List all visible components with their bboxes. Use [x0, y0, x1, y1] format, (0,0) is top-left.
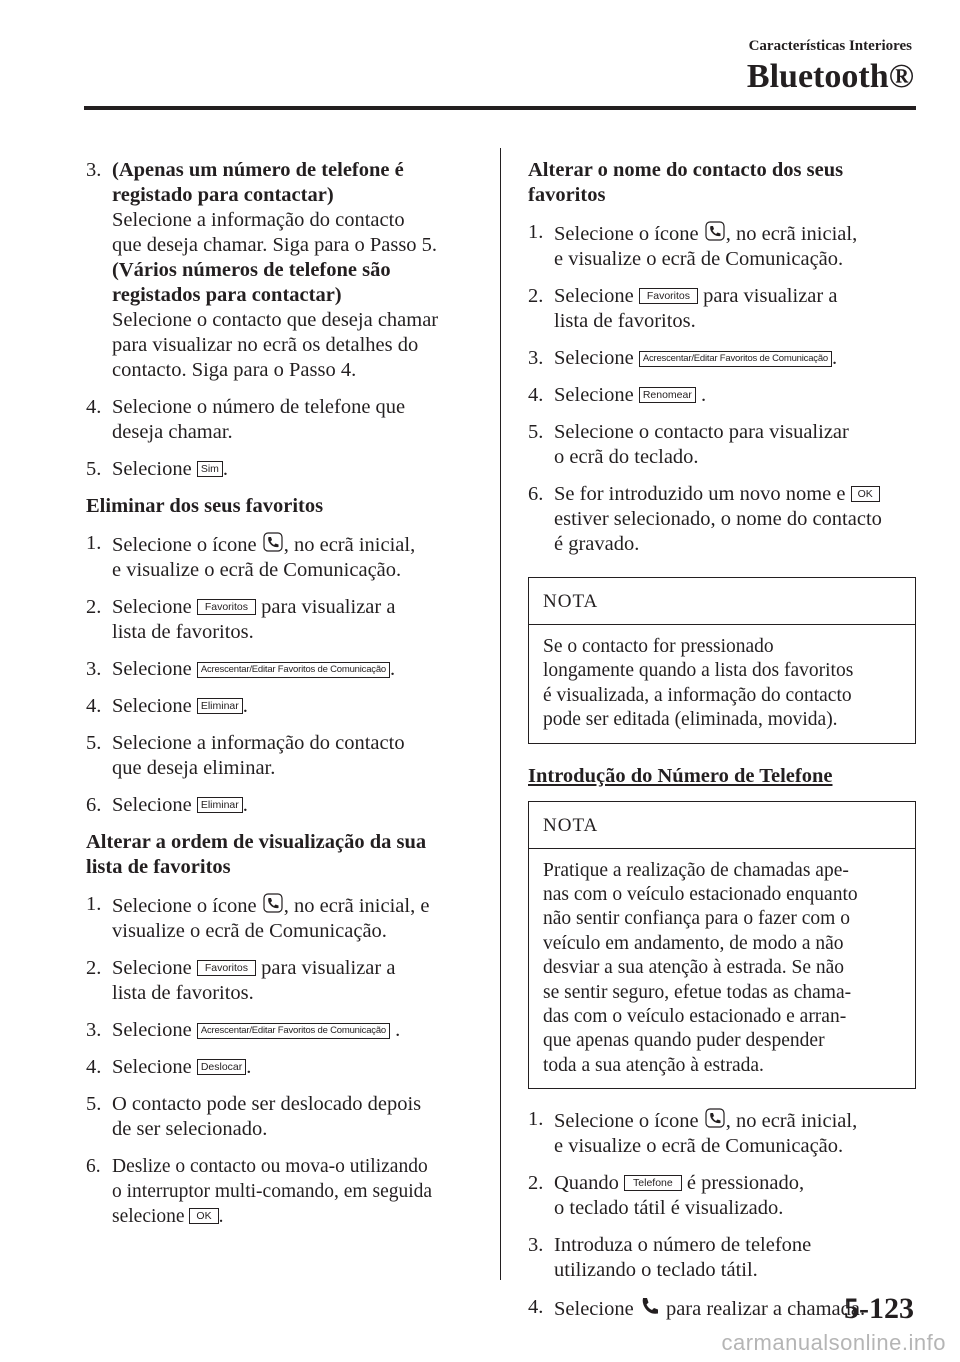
rename-step-3	[528, 346, 916, 371]
step-number: 5.	[86, 732, 102, 754]
step-number: 5.	[528, 421, 544, 443]
note-box-edit	[528, 577, 916, 744]
note-line: Se o contacto for pressionado	[543, 636, 774, 657]
step-text: , no ecrã inicial,	[725, 1110, 858, 1133]
ok-button[interactable]: OK	[189, 1208, 218, 1224]
step-text: visualize o ecrã de Comunicação.	[112, 920, 387, 942]
step-number: 6.	[86, 794, 102, 816]
order-step-4	[86, 1055, 472, 1080]
step-text: registado para contactar)	[112, 184, 334, 206]
step-number: 3.	[528, 347, 544, 369]
step-text: (Vários números de telefone são	[112, 259, 391, 281]
step-4	[86, 395, 472, 445]
watermark: carmanualsonline.info	[721, 1330, 946, 1355]
step-text: lista de favoritos.	[112, 982, 254, 1004]
step-text: para realizar a chamada.	[665, 1298, 866, 1321]
step-number: 5.	[86, 1093, 102, 1115]
step-text: de ser selecionado.	[112, 1118, 268, 1140]
delete-step-3	[86, 657, 472, 682]
order-step-6	[86, 1154, 472, 1229]
note-line: Pratique a realização de chamadas ape-	[543, 859, 849, 881]
step-text: Selecione o contacto que deseja chamar	[112, 309, 439, 331]
heading-line: Alterar a ordem de visualização da sua	[86, 831, 427, 853]
step-text: Selecione a informação do contacto	[112, 209, 405, 231]
step-text: o interruptor multi-comando, em seguida	[112, 1181, 433, 1202]
step-number: 6.	[86, 1156, 101, 1177]
delete-step-4	[86, 694, 472, 719]
dial-step-3	[528, 1233, 916, 1283]
heading-line: favoritos	[528, 184, 606, 206]
rename-step-1	[528, 220, 916, 272]
step-text: estiver selecionado, o nome do contacto	[554, 508, 882, 530]
step-text: Selecione o número de telefone que	[112, 396, 406, 418]
delete-step-6	[86, 793, 472, 818]
note-line: se sentir seguro, efetue todas as chama-	[543, 981, 852, 1003]
rename-step-5	[528, 420, 916, 470]
heading-delete-favorites: Eliminar dos seus favoritos	[86, 495, 324, 517]
step-text: utilizando o teclado tátil.	[554, 1259, 758, 1282]
ok-button[interactable]: OK	[851, 486, 880, 502]
step-number: 3.	[528, 1234, 544, 1257]
favoritos-button[interactable]: Favoritos	[197, 599, 256, 615]
left-column	[86, 158, 472, 1241]
step-text: Selecione	[554, 384, 634, 406]
step-text: Selecione	[112, 957, 192, 979]
step-text: Selecione	[554, 1298, 634, 1321]
delete-step-5	[86, 731, 472, 781]
order-step-5	[86, 1092, 472, 1142]
step-text: o teclado tátil é visualizado.	[554, 1197, 784, 1220]
step-number: 5.	[86, 458, 102, 480]
step-text: .	[832, 347, 838, 369]
step-3	[86, 158, 472, 383]
note-body	[529, 849, 915, 1089]
step-text: Selecione	[554, 347, 634, 369]
favoritos-button[interactable]: Favoritos	[639, 288, 698, 304]
phone-handset-icon[interactable]	[639, 1295, 661, 1317]
section-heading-phone-number: Introdução do Número de Telefone	[528, 764, 833, 787]
step-number: 3.	[86, 658, 102, 680]
step-number: 2.	[528, 285, 544, 307]
step-text: é gravado.	[554, 533, 640, 555]
step-text: e visualize o ecrã de Comunicação.	[554, 1135, 844, 1158]
step-text: Selecione	[112, 596, 192, 618]
step-text: .	[246, 1056, 252, 1078]
step-number: 1.	[86, 893, 102, 915]
header-rule	[84, 106, 916, 110]
step-text: .	[700, 384, 707, 406]
step-text: lista de favoritos.	[554, 310, 696, 332]
step-text: Selecione o contacto para visualizar	[554, 421, 849, 443]
note-line: das com o veículo estacionado e arran-	[543, 1006, 847, 1028]
step-number: 1.	[86, 532, 102, 554]
rename-step-6	[528, 482, 916, 557]
running-header-title: Bluetooth®	[746, 58, 914, 95]
heading-line: lista de favoritos	[86, 856, 231, 878]
step-number: 4.	[86, 396, 102, 418]
step-number: 1.	[528, 1108, 544, 1131]
step-text: Selecione	[112, 695, 192, 717]
heading-change-order	[86, 830, 472, 880]
step-text: Selecione	[112, 794, 192, 816]
step-number: 4.	[86, 1056, 102, 1078]
step-text: Selecione	[112, 1056, 192, 1078]
step-text: é pressionado,	[686, 1172, 805, 1195]
eliminar-button[interactable]: Eliminar	[197, 797, 243, 813]
note-title: NOTA	[529, 802, 915, 849]
step-number: 4.	[86, 695, 102, 717]
step-text: Selecione o ícone	[554, 1110, 699, 1133]
step-text: , no ecrã inicial,	[283, 534, 416, 556]
step-number: 6.	[528, 483, 544, 505]
page-number: 5-123	[844, 1292, 914, 1325]
step-text: .	[390, 658, 396, 680]
add-edit-favorites-button[interactable]: Acrescentar/Editar Favoritos de Comunicação	[197, 662, 390, 678]
step-text: selecione	[112, 1206, 185, 1227]
note-line: não sentir confiança para o fazer com o	[543, 908, 850, 930]
step-text: , no ecrã inicial,	[725, 223, 858, 245]
note-line: pode ser editada (eliminada, movida).	[543, 709, 838, 731]
step-text: para visualizar no ecrã os detalhes do	[112, 334, 419, 356]
step-number: 4.	[528, 384, 544, 406]
step-text: Selecione a informação do contacto	[112, 732, 405, 754]
right-column	[528, 158, 916, 1334]
note-line: desviar a sua atenção à estrada. Se não	[543, 957, 845, 979]
phone-screen-icon	[262, 531, 284, 553]
note-title: NOTA	[529, 578, 915, 625]
step-text: o ecrã do teclado.	[554, 446, 699, 468]
note-line: longamente quando a lista dos favoritos	[543, 660, 854, 682]
heading-rename-favorite	[528, 158, 916, 208]
step-text: para visualizar a	[261, 596, 396, 618]
step-text: Selecione	[112, 458, 192, 480]
dial-step-1	[528, 1107, 916, 1159]
step-text: Selecione o ícone	[112, 895, 257, 917]
step-number: 3.	[86, 159, 102, 181]
step-number: 3.	[86, 1019, 102, 1041]
note-body	[529, 625, 915, 743]
step-5	[86, 457, 472, 482]
step-text: .	[395, 1019, 401, 1041]
favoritos-button[interactable]: Favoritos	[197, 960, 256, 976]
add-edit-favorites-button[interactable]: Acrescentar/Editar Favoritos de Comunicação	[639, 351, 832, 367]
step-text: .	[218, 1206, 224, 1227]
note-line: toda a sua atenção à estrada.	[543, 1054, 764, 1076]
step-text: Selecione	[112, 658, 192, 680]
step-text: O contacto pode ser deslocado depois	[112, 1093, 422, 1115]
step-text: .	[222, 458, 229, 480]
step-number: 1.	[528, 221, 544, 243]
telefone-button[interactable]: Telefone	[624, 1175, 682, 1191]
step-text: e visualize o ecrã de Comunicação.	[112, 559, 402, 581]
column-divider	[500, 148, 501, 1280]
dial-step-2	[528, 1171, 916, 1221]
phone-screen-icon	[704, 220, 726, 242]
step-text: Selecione o ícone	[112, 534, 257, 556]
phone-screen-icon	[704, 1107, 726, 1129]
step-text: contacto. Siga para o Passo 4.	[112, 359, 357, 381]
step-number: 2.	[528, 1172, 544, 1195]
step-text: deseja chamar.	[112, 421, 233, 443]
eliminar-button[interactable]: Eliminar	[197, 698, 243, 714]
step-text: registados para contactar)	[112, 284, 342, 306]
step-text: Se for introduzido um novo nome e	[554, 483, 846, 505]
step-number: 4.	[528, 1296, 544, 1319]
step-text: , no ecrã inicial, e	[283, 895, 430, 917]
step-text: (Apenas um número de telefone é	[112, 159, 404, 181]
note-box-safety	[528, 801, 916, 1090]
step-text: lista de favoritos.	[112, 621, 254, 643]
phone-screen-icon	[262, 892, 284, 914]
sim-button[interactable]: Sim	[197, 461, 223, 477]
heading-line: Alterar o nome do contacto dos seus	[528, 159, 844, 181]
step-text: que deseja chamar. Siga para o Passo 5.	[112, 234, 438, 256]
step-text: Introduza o número de telefone	[554, 1234, 812, 1257]
note-line: que apenas quando puder despender	[543, 1030, 825, 1052]
running-header-section: Características Interiores	[748, 38, 912, 54]
order-step-2	[86, 956, 472, 1006]
order-step-3	[86, 1018, 472, 1043]
note-line: nas com o veículo estacionado enquanto	[543, 884, 858, 906]
step-text: Selecione o ícone	[554, 223, 699, 245]
note-line: veículo em andamento, de modo a não	[543, 932, 844, 954]
step-number: 2.	[86, 957, 102, 979]
rename-step-2	[528, 284, 916, 334]
step-text: e visualize o ecrã de Comunicação.	[554, 248, 844, 270]
step-text: para visualizar a	[261, 957, 396, 979]
note-line: é visualizada, a informação do contacto	[543, 684, 852, 706]
step-text: Selecione	[554, 285, 634, 307]
step-text: .	[242, 794, 248, 816]
delete-step-2	[86, 595, 472, 645]
renomear-button[interactable]: Renomear	[639, 387, 696, 403]
step-text: Deslize o contacto ou mova-o utilizando	[112, 1156, 428, 1177]
order-step-1	[86, 892, 472, 944]
step-text: que deseja eliminar.	[112, 757, 276, 779]
rename-step-4	[528, 383, 916, 408]
step-text: Selecione	[112, 1019, 192, 1041]
delete-step-1	[86, 531, 472, 583]
step-text: para visualizar a	[703, 285, 838, 307]
step-number: 2.	[86, 596, 102, 618]
deslocar-button[interactable]: Deslocar	[197, 1059, 246, 1075]
step-text: .	[242, 695, 248, 717]
add-edit-favorites-button[interactable]: Acrescentar/Editar Favoritos de Comunicação	[197, 1023, 390, 1039]
step-text: Quando	[554, 1172, 619, 1195]
